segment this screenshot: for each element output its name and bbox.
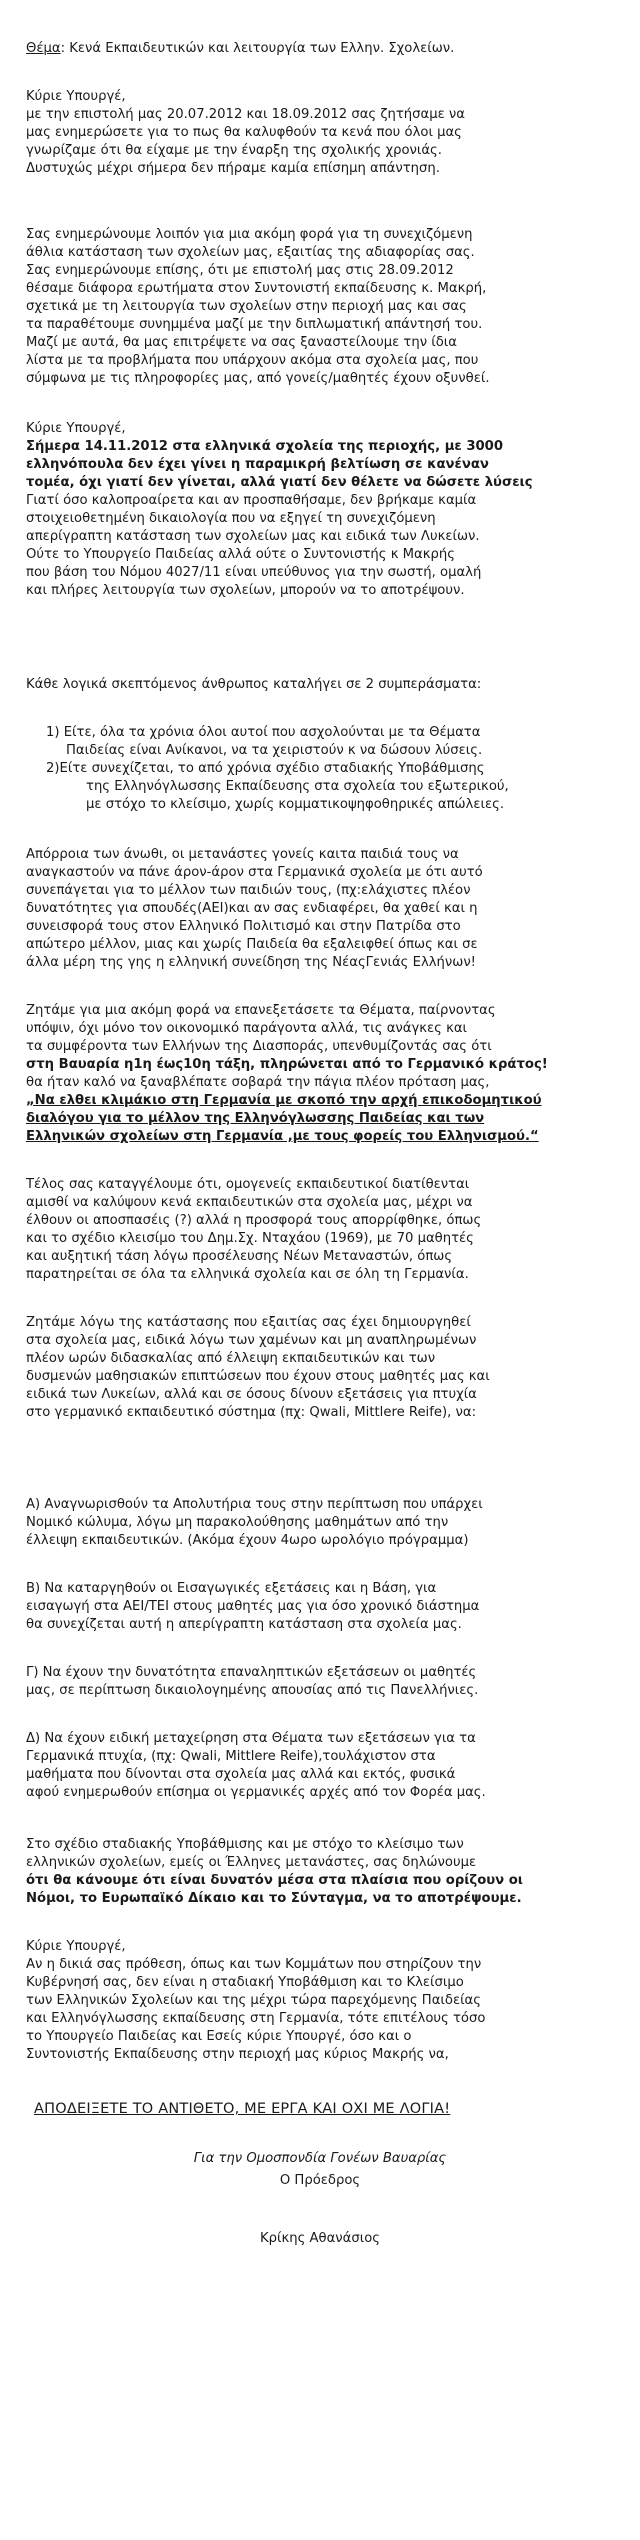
text-line: Κυβέρνησή σας, δεν είναι η σταδιακή Υποβάθμιση και το Κλείσιμο [26,1975,464,1990]
text-line: παρατηρείται σε όλα τα ελληνικά σχολεία και σε όλη τη Γερμανία. [26,1267,469,1282]
text-line: δυνατότητες για σπουδές(ΑΕΙ)και αν σας ενδιαφέρει, θα χαθεί και η [26,901,478,916]
text-line: μαθήματα που δίνονται στα σχολεία μας αλλά και εκτός, φυσικά [26,1767,456,1782]
text-line: άθλια κατάσταση των σχολείων μας, εξαιτίας της αδιαφορίας σας. [26,245,475,260]
text-line: ελληνικών σχολείων, εμείς οι Έλληνες μετανάστες, σας δηλώνουμε [26,1855,477,1870]
list-item: 1) Είτε, όλα τα χρόνια όλοι αυτοί που ασχολούνται με τα Θέματα [46,725,481,740]
text-line: που βάση του Νόμου 4027/11 είναι υπεύθυνος για την σωστή, ομαλή [26,565,482,580]
text-line: στοιχειοθετημένη δικαιολογία που να εξηγεί τη συνεχιζόμενη [26,511,436,526]
text-line: συνεπάγεται για το μέλλον των παιδιών τους, (πχ:ελάχιστες πλέον [26,883,471,898]
text-line: Ζητάμε λόγω της κατάστασης που εξαιτίας σας έχει δημιουργηθεί [26,1315,471,1330]
list-item: Παιδείας είναι Ανίκανοι, να τα χειριστούν κ να δώσουν λύσεις. [66,743,483,758]
text-line: μας, σε περίπτωση δικαιολογημένης απουσίας από τις Πανελλήνιες. [26,1683,479,1698]
subject-label: Θέμα [26,41,61,56]
text-line: θέσαμε διάφορα ερωτήματα στον Συντονιστή εκπαίδευσης κ. Μακρή, [26,281,487,296]
text-line: Συντονιστής Εκπαίδευσης στην περιοχή μας κύριος Μακρής να, [26,2047,449,2062]
text-line: και πλήρες λειτουργία των σχολείων, μπορούν να το αποτρέψουν. [26,583,465,598]
proposal-line: „Να ελθει κλιμάκιο στη Γερμανία με σκοπό την αρχή επικοδομητικού [26,1093,542,1108]
text-line: αμισθί να καλύψουν κενά εκπαιδευτικών στα σχολεία μας, μέχρι να [26,1195,473,1210]
text-line: έλλειψη εκπαιδευτικών. (Ακόμα έχουν 4ωρο ωρολόγιο πρόγραμμα) [26,1533,469,1548]
emphasis-line: τομέα, όχι γιατί δεν γίνεται, αλλά γιατί δεν θέλετε να δώσετε λύσεις [26,475,533,490]
text-line: το Υπουργείο Παιδείας και Εσείς κύριε Υπουργέ, όσο και ο [26,2029,412,2044]
text-line: συνεισφορά τους στον Ελληνικό Πολιτισμό και στην Πατρίδα στο [26,919,461,934]
list-item: με στόχο το κλείσιμο, χωρίς κομματικοψηφοθηρικές απώλειες. [86,797,505,812]
text-line: τα παραθέτουμε συνημμένα μαζί με την διπλωματική απάντησή του. [26,317,483,332]
text-line: Δ) Να έχουν ειδική μεταχείρηση στα Θέματα των εξετάσεων για τα [26,1731,476,1746]
signature-title: Ο Πρόεδρος [279,2173,361,2188]
text-line: Αν η δικιά σας πρόθεση, όπως και των Κομμάτων που στηρίζουν την [26,1957,482,1972]
text-line: σύμφωνα με τις πληροφορίες μας, από γονείς/μαθητές έχουν οξυνθεί. [26,371,490,386]
text-line: Δυστυχώς μέχρι σήμερα δεν πήραμε καμία επίσημη απάντηση. [26,161,440,176]
text-line: απερίγραπτη κατάσταση των σχολείων μας και ειδικά των Λυκείων. [26,529,480,544]
text-line: Νομικό κώλυμα, λόγω μη παρακολούθησης μαθημάτων από την [26,1515,449,1530]
text-line: αναγκαστούν να πάνε άρον-άρον στα Γερμανικά σχολεία με ότι αυτό [26,865,483,880]
text-line: Τέλος σας καταγγέλουμε ότι, ομογενείς εκπαιδευτικοί διατίθενται [26,1177,470,1192]
text-line: με την επιστολή μας 20.07.2012 και 18.09.2012 σας ζητήσαμε να [26,107,465,122]
text-line: και Ελληνόγλωσσης εκπαίδευσης στη Γερμανία, τότε επιτέλους τόσο [26,2011,486,2026]
subject-text: : Κενά Εκπαιδευτικών και λειτουργία των Ελλην. Σχολείων. [60,41,455,56]
text-line: πλέον ωρών διδασκαλίας από έλλειψη εκπαιδευτικών και των [26,1351,436,1366]
salutation: Κύριε Υπουργέ, [26,1939,126,1954]
text-line: και το σχέδιο κλεισίμο του Δημ.Σχ. Νταχάου (1969), με 70 μαθητές [26,1231,474,1246]
text-line: Γ) Να έχουν την δυνατότητα επαναληπτικών εξετάσεων οι μαθητές [26,1665,477,1680]
list-item: 2)Είτε συνεχίζεται, το από χρόνια σχέδιο σταδιακής Υποβάθμισης [46,761,485,776]
text-line: θα συνεχίζεται αυτή η απερίγραπτη κατάσταση στα σχολεία μας. [26,1617,462,1632]
salutation: Κύριε Υπουργέ, [26,421,126,436]
salutation: Κύριε Υπουργέ, [26,89,126,104]
emphasis-line: ότι θα κάνουμε ότι είναι δυνατόν μέσα στα πλαίσια που ορίζουν οι [26,1873,523,1888]
text-line: στο γερμανικό εκπαιδευτικό σύστημα (πχ: Qwali, Mittlere Reife), να: [26,1405,477,1420]
text-line: Ούτε το Υπουργείο Παιδείας αλλά ούτε ο Συντονιστής κ Μακρής [26,547,455,562]
text-line: άλλα μέρη της γης η ελληνική συνείδηση της ΝέαςΓενιάς Ελλήνων! [26,955,476,970]
text-line: έλθουν οι αποσπασέις (?) αλλά η προσφορά τους απορρίφθηκε, όπως [26,1213,482,1228]
signature-name: Κρίκης Αθανάσιος [259,2231,380,2246]
text-line: τα συμφέροντα των Ελλήνων της Διασποράς, υπενθυμίζοντάς σας ότι [26,1039,492,1054]
text-line: Β) Να καταργηθούν οι Εισαγωγικές εξετάσεις και η Βάση, για [26,1581,437,1596]
emphasis-line: στη Βαυαρία η1η έως10η τάξη, πληρώνεται από το Γερμανικό κράτος! [26,1057,548,1072]
text-line: Γιατί όσο καλοπροαίρετα και αν προσπαθήσαμε, δεν βρήκαμε καμία [26,493,477,508]
emphasis-line: Νόμοι, το Ευρωπαϊκό Δίκαιο και το Σύνταγμα, να το αποτρέψουμε. [26,1891,522,1906]
text-line: γνωρίζαμε ότι θα είχαμε με την έναρξη της σχολικής χρονιάς. [26,143,442,158]
text-line: Ζητάμε για μια ακόμη φορά να επανεξετάσετε τα Θέματα, παίρνοντας [26,1003,496,1018]
text-line: Στο σχέδιο σταδιακής Υποβάθμισης και με στόχο το κλείσιμο των [26,1837,464,1852]
list-item: της Ελληνόγλωσσης Εκπαίδευσης στα σχολεία του εξωτερικού, [86,779,509,794]
text-line: ειδικά των Λυκείων, αλλά και σε όσους δίνουν εξετάσεις για πτυχία [26,1387,477,1402]
closing-slogan: ΑΠΟΔΕΙΞΕΤΕ ΤΟ ΑΝΤΙΘΕΤΟ, ΜΕ ΕΡΓΑ ΚΑΙ ΟΧΙ ΜΕ ΛΟΓΙΑ! [34,2101,451,2117]
text-line: Απόρροια των άνωθι, οι μετανάστες γονείς καιτα παιδιά τους να [26,847,459,862]
text-line: υπόψιν, όχι μόνο τον οικονομικό παράγοντα αλλά, τις ανάγκες και [26,1021,468,1036]
proposal-line: Ελληνικών σχολείων στη Γερμανία ,με τους φορείς του Ελληνισμού.“ [26,1129,539,1144]
text-line: απώτερο μέλλον, μιας και χωρίς Παιδεία θα εξαλειφθεί όπως και σε [26,937,478,952]
text-line: Μαζί με αυτά, θα μας επιτρέψετε να σας ξαναστείλουμε την ίδια [26,335,457,350]
conclusion-intro: Κάθε λογικά σκεπτόμενος άνθρωπος καταλήγει σε 2 συμπεράσματα: [26,677,482,692]
emphasis-line: Σήμερα 14.11.2012 στα ελληνικά σχολεία της περιοχής, με 3000 [26,439,504,454]
text-line: εισαγωγή στα ΑΕΙ/ΤΕΙ στους μαθητές μας για όσο χρονικό διάστημα [26,1599,480,1614]
text-line: σχετικά με τη λειτουργία των σχολείων στην περιοχή μας και σας [26,299,467,314]
text-line: Γερμανικά πτυχία, (πχ: Qwali, Mittlere Reife),τουλάχιστον στα [26,1749,436,1764]
text-line: λίστα με τα προβλήματα που υπάρχουν ακόμα στα σχολεία μας, που [26,353,479,368]
subject-line [26,40,454,58]
text-line: των Ελληνικών Σχολείων και της μέχρι τώρα παρεχόμενης Παιδείας [26,1993,481,2008]
text-line: μας ενημερώσετε για το πως θα καλυφθούν τα κενά που όλοι μας [26,125,462,140]
signature-organization: Για την Ομοσπονδία Γονέων Βαυαρίας [193,2151,447,2166]
text-line: Σας ενημερώνουμε λοιπόν για μια ακόμη φορά για τη συνεχιζόμενη [26,227,473,242]
emphasis-line: ελληνόπουλα δεν έχει γίνει η παραμικρή βελτίωση σε κανέναν [26,457,489,472]
text-line: δυσμενών μαθησιακών επιπτώσεων που έχουν στους μαθητές μας και [26,1369,490,1384]
text-line: αφού ενημερωθούν επίσημα οι γερμανικές αρχές από τον Φορέα μας. [26,1785,486,1800]
text-line: στα σχολεία μας, ειδικά λόγω των χαμένων και μη αναπληρωμένων [26,1333,477,1348]
proposal-line: διαλόγου για το μέλλον της Ελληνόγλωσσης Παιδείας και των [26,1111,485,1126]
text-line: Α) Αναγνωρισθούν τα Απολυτήρια τους στην περίπτωση που υπάρχει [26,1497,483,1512]
text-line: και αυξητική τάση λόγω προσέλευσης Νέων Μεταναστών, όπως [26,1249,453,1264]
text-line: Σας ενημερώνουμε επίσης, ότι με επιστολή μας στις 28.09.2012 [26,263,454,278]
text-line: θα ήταν καλό να ξαναβλέπατε σοβαρά την πάγια πλέον πρόταση μας, [26,1075,490,1090]
